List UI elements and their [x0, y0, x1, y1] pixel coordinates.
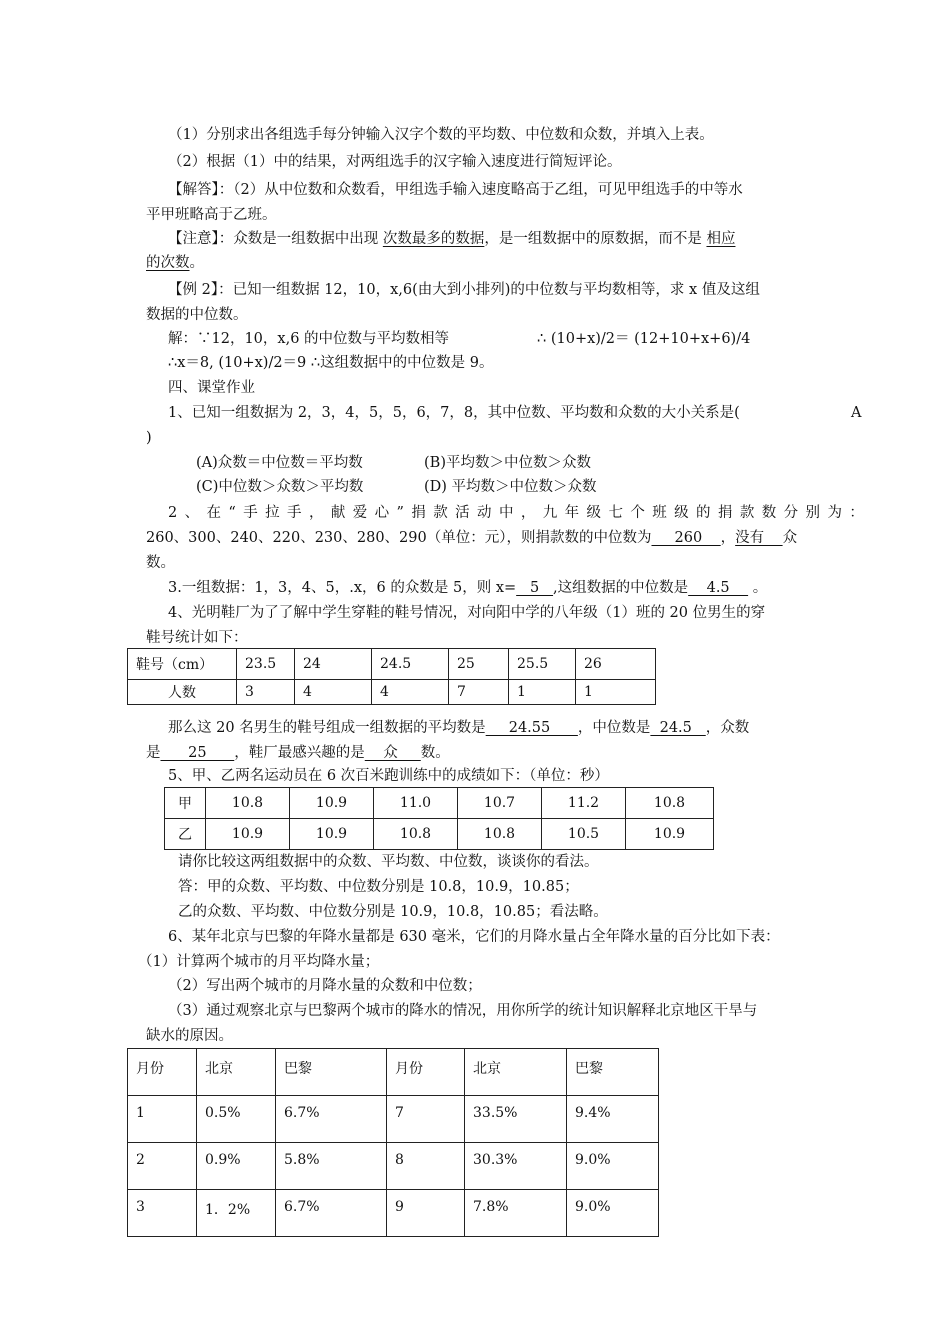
- question-2-line-3: 数。: [146, 555, 175, 571]
- answer-text: ：（2）从中位数和众数看，甲组选手输入速度略高于乙组，可见甲组选手的中等水: [218, 182, 743, 198]
- table-row: [165, 819, 714, 850]
- q4-text-3: ，众数: [705, 720, 750, 736]
- table-cell: 33.5%: [465, 1096, 567, 1143]
- table-cell: 10.9: [206, 819, 290, 850]
- q4-blank-median: 24.5: [650, 720, 706, 736]
- table-cell: 鞋号（cm）: [128, 649, 237, 680]
- question-1: 1、已知一组数据为 2，3，4，5，5，6，7，8，其中位数、平均数和众数的大小关系是(: [168, 405, 740, 421]
- table-cell: 1: [128, 1096, 197, 1143]
- table-row: [128, 1190, 659, 1237]
- question-6-part-2: （2）写出两个城市的月降水量的众数和中位数；: [168, 978, 482, 994]
- table-row: [128, 649, 656, 680]
- table-cell: 24: [295, 649, 372, 680]
- table-cell: 23.5: [237, 649, 295, 680]
- table-row: [165, 788, 714, 819]
- table-cell: 甲: [165, 788, 206, 819]
- question-1-answer: A: [851, 405, 862, 421]
- option-c: (C)中位数＞众数＞平均数: [196, 479, 364, 495]
- table-cell: 7.8%: [465, 1190, 567, 1237]
- table-cell: 1: [509, 680, 576, 705]
- q2-end: 众: [782, 530, 798, 546]
- table-cell: 巴黎: [276, 1049, 387, 1096]
- table-cell: 10.8: [458, 819, 542, 850]
- note-end: 。: [189, 255, 204, 271]
- q3-end: 。: [748, 580, 768, 596]
- question-6-part-1: （1）计算两个城市的月平均降水量；: [138, 954, 380, 970]
- q3-text-3: ,这组数据的中位数是: [553, 580, 689, 596]
- note-blank-1: 次数最多的数据: [382, 231, 485, 247]
- section-heading: 四、课堂作业: [168, 380, 255, 396]
- question-1-close: ): [146, 430, 152, 446]
- table-cell: 24.5: [372, 649, 449, 680]
- table-cell: 9.0%: [567, 1190, 659, 1237]
- q4-text-4: 是: [146, 745, 161, 761]
- answer-tag: 【解答】: [168, 182, 219, 198]
- example-tag: 【例 2】: [168, 282, 219, 298]
- table-cell: 5.8%: [276, 1143, 387, 1190]
- option-a: (A)众数＝中位数＝平均数: [196, 455, 363, 471]
- shoe-size-table: [127, 648, 656, 705]
- option-b: (B)平均数＞中位数＞众数: [424, 455, 591, 471]
- q4-text: 那么这 20 名男生的鞋号组成一组数据的平均数是: [168, 720, 486, 736]
- question-6: 6、某年北京与巴黎的年降水量都是 630 毫米，它们的月降水量占全年降水量的百分比如下表：: [168, 929, 780, 945]
- answer-paragraph: [168, 180, 743, 200]
- rainfall-table: [127, 1048, 659, 1237]
- q3-text-2: ，6 的众数是 5，则 x=: [362, 580, 517, 596]
- example-2: [168, 280, 760, 300]
- q4-text-6: 数。: [420, 745, 450, 761]
- q2-blank-median: 260: [651, 530, 721, 546]
- table-cell: 4: [372, 680, 449, 705]
- table-cell: 乙: [165, 819, 206, 850]
- question-4-answer-2: [146, 743, 450, 763]
- note-tag: 【注意】: [168, 231, 219, 247]
- table-cell: 2: [128, 1143, 197, 1190]
- table-row: [128, 1143, 659, 1190]
- q3-blank-x: 5: [516, 580, 554, 596]
- note-text: ：众数是一组数据中出现: [218, 231, 383, 247]
- task-1: （1）分别求出各组选手每分钟输入汉字个数的平均数、中位数和众数，并填入上表。: [168, 127, 714, 143]
- note-text-mid: ，是一组数据中的原数据，而不是: [484, 231, 707, 247]
- question-4: 4、光明鞋厂为了了解中学生穿鞋的鞋号情况，对向阳中学的八年级（1）班的 20 位男生的穿: [168, 605, 766, 621]
- table-cell: 3: [237, 680, 295, 705]
- q2-sep: ，: [720, 530, 736, 546]
- table-cell: 25.5: [509, 649, 576, 680]
- note-blank-2a: 相应: [706, 231, 736, 247]
- table-cell: 9: [387, 1190, 465, 1237]
- table-cell: 巴黎: [567, 1049, 659, 1096]
- example-text: ：已知一组数据 12，10，x,6(由大到小排列)的中位数与平均数相等，求 x 值及这组: [218, 282, 760, 298]
- table-cell: 10.9: [290, 819, 374, 850]
- question-5-prompt: 请你比较这两组数据中的众数、平均数、中位数，谈谈你的看法。: [178, 854, 599, 870]
- table-row: [128, 1096, 659, 1143]
- q3-text: 3.一组数据：1，3，4、5，: [168, 580, 350, 596]
- table-cell: 8: [387, 1143, 465, 1190]
- table-row: [128, 1049, 659, 1096]
- table-cell: 26: [576, 649, 656, 680]
- table-cell: 10.5: [542, 819, 626, 850]
- table-cell: 北京: [197, 1049, 276, 1096]
- question-5-answer-2: 乙的众数、平均数、中位数分别是 10.9，10.8，10.85；看法略。: [178, 904, 608, 920]
- table-cell: 月份: [128, 1049, 197, 1096]
- table-cell: 7: [387, 1096, 465, 1143]
- table-cell: 6.7%: [276, 1096, 387, 1143]
- question-3: [168, 578, 767, 598]
- q3-x: .x: [349, 580, 363, 596]
- q4-blank-mean: 24.55: [485, 720, 578, 736]
- question-6-part-3-cont: 缺水的原因。: [146, 1028, 233, 1044]
- note-blank-2b: 的次数: [146, 255, 190, 271]
- table-cell: 人数: [128, 680, 237, 705]
- table-cell: 0.5%: [197, 1096, 276, 1143]
- table-cell: 7: [449, 680, 509, 705]
- task-2: （2）根据（1）中的结果，对两组选手的汉字输入速度进行简短评论。: [168, 154, 622, 170]
- q2-blank-mode: 没有: [735, 530, 783, 546]
- table-cell: 1．2%: [197, 1190, 276, 1237]
- table-cell: 11.0: [374, 788, 458, 819]
- q4-text-2: ，中位数是: [577, 720, 651, 736]
- answer-text-cont: 平甲班略高于乙班。: [146, 207, 277, 223]
- question-4-line-2: 鞋号统计如下：: [146, 630, 248, 646]
- q4-blank-mode: 25: [160, 745, 235, 761]
- q4-blank-interest: 众: [364, 745, 421, 761]
- table-cell: 10.8: [206, 788, 290, 819]
- table-cell: 北京: [465, 1049, 567, 1096]
- table-cell: 月份: [387, 1049, 465, 1096]
- solution-line-2: ∴x＝8, (10+x)/2＝9 ∴这组数据中的中位数是 9。: [168, 355, 494, 371]
- table-row: [128, 680, 656, 705]
- table-cell: 10.9: [290, 788, 374, 819]
- table-cell: 9.0%: [567, 1143, 659, 1190]
- example-text-cont: 数据的中位数。: [146, 307, 248, 323]
- option-d: (D) 平均数＞中位数＞众数: [424, 479, 597, 495]
- table-cell: 11.2: [542, 788, 626, 819]
- running-times-table: [164, 787, 714, 850]
- table-cell: 25: [449, 649, 509, 680]
- question-5: 5、甲、乙两名运动员在 6 次百米跑训练中的成绩如下：（单位：秒）: [168, 768, 609, 784]
- q4-text-5: ，鞋厂最感兴趣的是: [234, 745, 365, 761]
- question-2-line-2: [146, 528, 797, 548]
- note-paragraph: [168, 229, 735, 249]
- question-6-part-3: （3）通过观察北京与巴黎两个城市的降水的情况，用你所学的统计知识解释北京地区干旱与: [168, 1003, 758, 1019]
- table-cell: 9.4%: [567, 1096, 659, 1143]
- table-cell: 3: [128, 1190, 197, 1237]
- table-cell: 10.7: [458, 788, 542, 819]
- table-cell: 10.8: [626, 788, 714, 819]
- question-2: 2、在“手拉手，献爱心”捐款活动中，九年级七个班级的捐款数分别为：: [168, 505, 872, 521]
- table-cell: 10.8: [374, 819, 458, 850]
- solution-line-1: 解：∵12，10，x,6 的中位数与平均数相等: [168, 331, 450, 347]
- question-2-text: 260、300、240、220、230、280、290（单位：元），则捐款数的中位数为: [146, 530, 652, 546]
- question-5-answer-1: 答：甲的众数、平均数、中位数分别是 10.8，10.9，10.85；: [178, 879, 579, 895]
- note-paragraph-cont: [146, 253, 204, 273]
- table-cell: 10.9: [626, 819, 714, 850]
- table-cell: 1: [576, 680, 656, 705]
- table-cell: 6.7%: [276, 1190, 387, 1237]
- solution-line-1b: ∴ (10+x)/2＝ (12+10+x+6)/4: [537, 331, 751, 347]
- q3-blank-median: 4.5: [688, 580, 749, 596]
- table-cell: 0.9%: [197, 1143, 276, 1190]
- table-cell: 4: [295, 680, 372, 705]
- question-4-answer: [168, 718, 749, 738]
- table-cell: 30.3%: [465, 1143, 567, 1190]
